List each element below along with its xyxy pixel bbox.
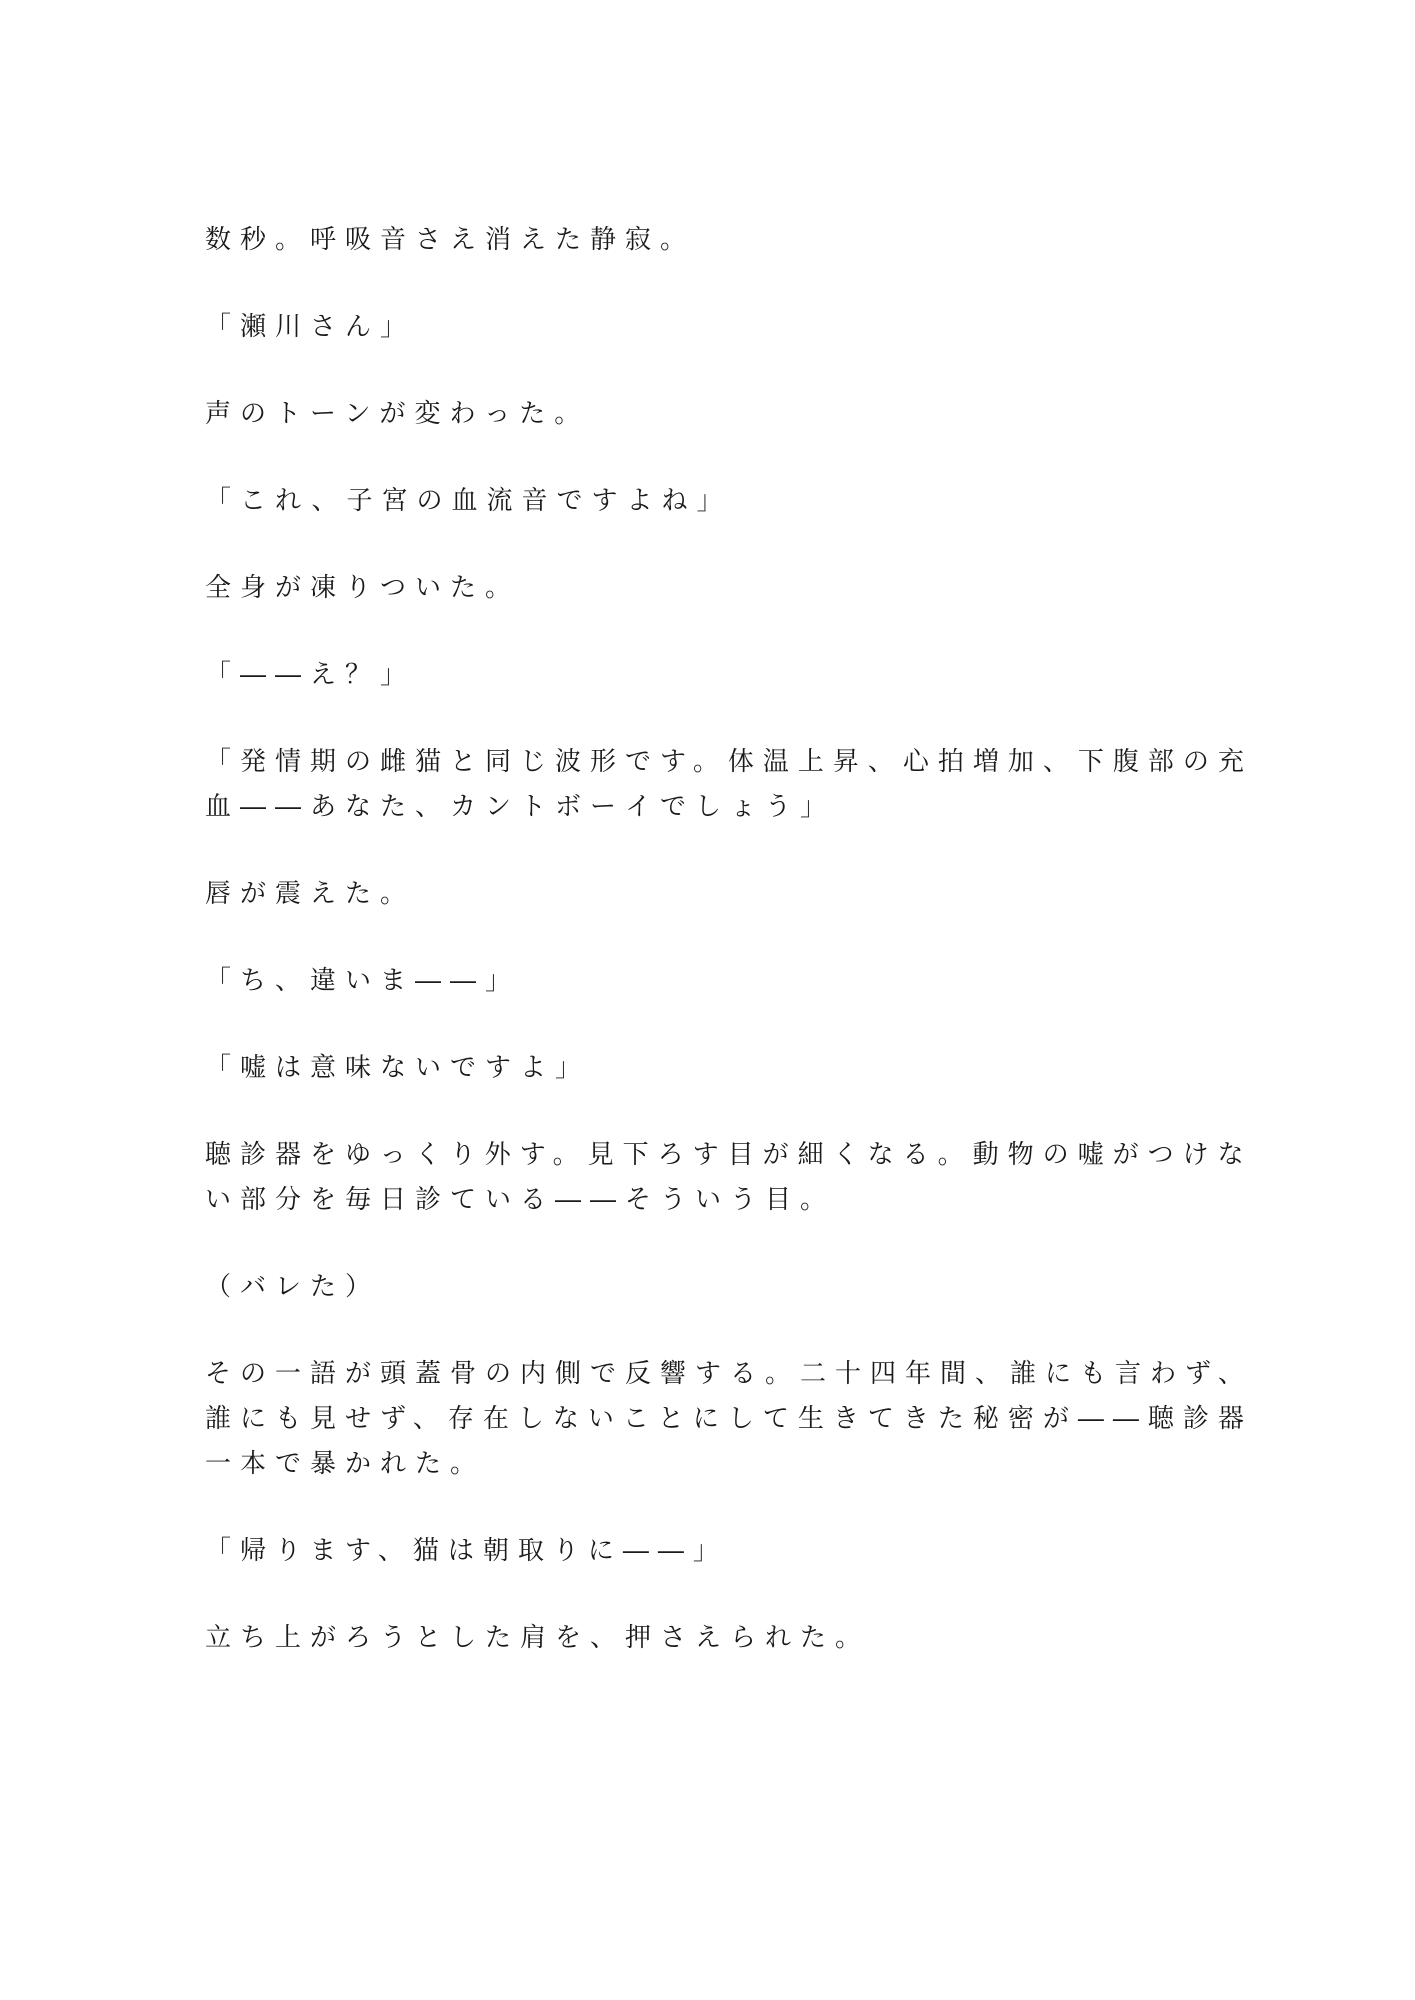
paragraph-line: 「帰ります、猫は朝取りに――」 <box>205 1536 728 1566</box>
paragraph-line: 唇が震えた。 <box>205 879 416 909</box>
paragraph-shoulder <box>205 1616 1215 1661</box>
paragraph-line: 「嘘は意味ないですよ」 <box>205 1053 591 1083</box>
paragraph-line: 「――え？」 <box>205 660 416 690</box>
paragraph-line: 数秒。呼吸音さえ消えた静寂。 <box>205 225 696 255</box>
paragraph-line: 全身が凍りついた。 <box>205 573 521 603</box>
paragraph-dialogue-no-use <box>205 1046 1215 1091</box>
paragraph-line: 「ち、違いま――」 <box>205 966 521 996</box>
paragraph-line: 血――あなた、カントボーイでしょう」 <box>205 792 836 822</box>
paragraph-line: 一本で暴かれた。 <box>205 1449 486 1479</box>
paragraph-line: （バレた） <box>205 1272 381 1302</box>
paragraph-lips <box>205 872 1215 917</box>
paragraph-secret <box>205 1352 1253 1487</box>
paragraph-dialogue-bloodflow <box>205 479 1215 524</box>
paragraph-line: い部分を毎日診ている――そういう目。 <box>205 1185 836 1215</box>
paragraph-stethoscope <box>205 1133 1253 1223</box>
paragraph-line: 聴診器をゆっくり外す。見下ろす目が細くなる。動物の嘘がつけな <box>205 1140 1253 1170</box>
paragraph-silence <box>205 218 1215 263</box>
paragraph-dialogue-leaving <box>205 1529 1215 1574</box>
body-text <box>205 218 1253 1661</box>
paragraph-line: 「これ、子宮の血流音ですよね」 <box>205 486 732 516</box>
paragraph-line: 声のトーンが変わった。 <box>205 399 590 429</box>
paragraph-tone-change <box>205 392 1215 437</box>
paragraph-frozen <box>205 566 1215 611</box>
paragraph-thought-exposed <box>205 1265 1215 1310</box>
paragraph-line: 立ち上がろうとした肩を、押さえられた。 <box>205 1623 871 1653</box>
paragraph-dialogue-waveform <box>205 740 1253 830</box>
paragraph-line: 「瀬川さん」 <box>205 312 416 342</box>
paragraph-line: 「発情期の雌猫と同じ波形です。体温上昇、心拍増加、下腹部の充 <box>205 747 1253 777</box>
paragraph-dialogue-segawa <box>205 305 1215 350</box>
paragraph-line: その一語が頭蓋骨の内側で反響する。二十四年間、誰にも言わず、 <box>205 1359 1253 1389</box>
paragraph-line: 誰にも見せず、存在しないことにして生きてきた秘密が――聴診器 <box>205 1404 1253 1434</box>
paragraph-dialogue-eh <box>205 653 1215 698</box>
paragraph-dialogue-denial <box>205 959 1215 1004</box>
